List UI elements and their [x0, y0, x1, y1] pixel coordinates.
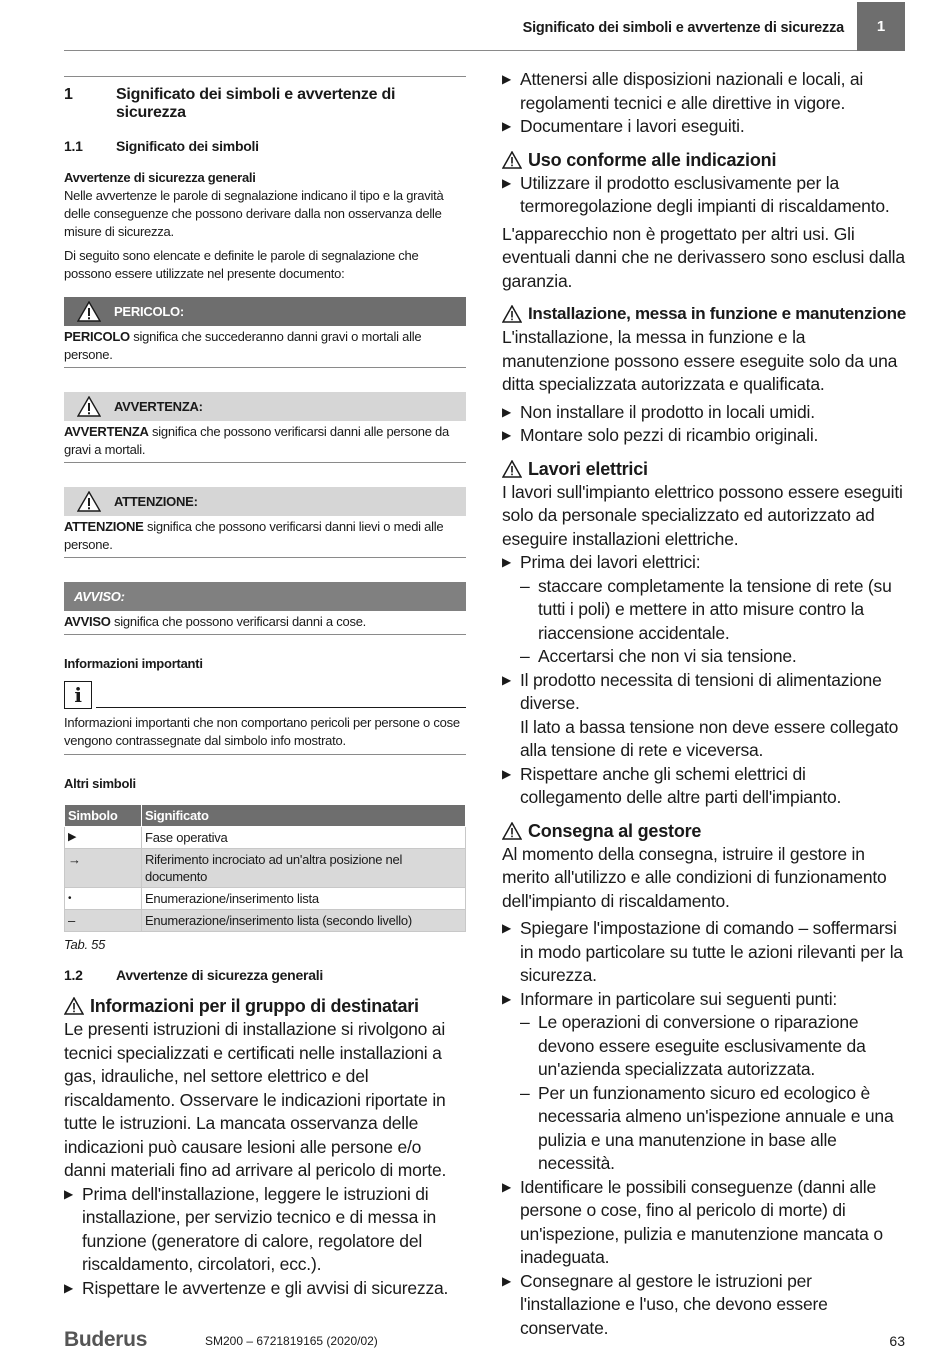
bullet-icon: ▶	[502, 766, 512, 781]
table-cell-meaning: Fase operativa	[142, 827, 466, 849]
list-item-text: Documentare i lavori eseguiti.	[520, 116, 745, 136]
list-item-text-part: Il prodotto necessita di tensioni di alimentazione diverse.	[520, 669, 882, 713]
sub-list-item	[520, 575, 906, 646]
warning-triangle-icon	[68, 301, 110, 322]
list-item-text: Spiegare l'impostazione di comando – soffermarsi in modo particolare su tutte le azioni rilevanti per la sicurezza.	[520, 918, 903, 985]
danger-text: significa che succederanno danni gravi o mortali alle persone.	[64, 329, 422, 362]
divider	[64, 754, 466, 755]
list-item-text: Prima dei lavori elettrici:	[520, 552, 701, 572]
dash-icon: –	[520, 1082, 530, 1103]
list-item	[502, 1176, 906, 1270]
heading-text: Lavori elettrici	[528, 458, 648, 479]
bullet-icon: ▶	[64, 1186, 74, 1201]
list-item-text: Identificare le possibili conseguenze (danni alle persone o cose, fino al pericolo di morte) di un'ispezione, pulizia e manutenzione mancata o inadeguata.	[520, 1176, 883, 1267]
warning-triangle-icon	[502, 151, 522, 169]
caution-keyword: ATTENZIONE	[64, 519, 144, 534]
heading-text: Significato dei simboli e avvertenze di sicurezza	[116, 86, 396, 121]
target-paragraph: Le presenti istruzioni di installazione si rivolgono ai tecnici specializzati e certificati nelle installazioni a gas, idrauliche, nel settore elettrico e del riscaldamento. Osservare le indicazioni riportate in tutte le istruzioni. La mancata osservanza delle indicazioni può causare lesioni alle persone e/o danni materiali fino ad arrivare al pericolo di morte.	[64, 1019, 447, 1180]
running-header-title: Significato dei simboli e avvertenze di sicurezza	[522, 20, 844, 36]
section-heading-1-1	[64, 137, 466, 155]
sub-list-item	[520, 1082, 906, 1176]
bullet-icon: ▶	[502, 119, 512, 133]
dash-icon: –	[520, 575, 530, 596]
intended-use-heading	[502, 148, 906, 172]
divider	[64, 367, 466, 368]
warning-text: significa che possono verificarsi danni alle persone da gravi a mortali.	[64, 424, 450, 457]
section-heading-1-2	[64, 966, 466, 984]
list-item	[502, 988, 906, 1012]
table-row	[65, 888, 466, 910]
left-column	[64, 76, 466, 1300]
heading-number: 1	[64, 86, 73, 103]
general-paragraph-1: Nelle avvertenze le parole di segnalazione indicano il tipo e la gravità delle conseguenze che possono derivare dalla non osservanza delle misure di sicurezza.	[64, 188, 444, 239]
bullet-icon: ▶	[502, 404, 512, 419]
list-item-text: Utilizzare il prodotto esclusivamente per la termoregolazione degli impianti di riscaldamento.	[520, 172, 890, 216]
general-warnings-title: Avvertenze di sicurezza generali	[64, 170, 256, 185]
table-cell-meaning: Riferimento incrociato ad un'altra posizione nel documento	[142, 849, 466, 888]
page-number: 63	[889, 1333, 905, 1349]
bullet-icon: ▶	[502, 175, 512, 190]
intended-use-paragraph: L'apparecchio non è progettato per altri usi. Gli eventuali danni che ne derivassero sono esclusi dalla garanzia.	[502, 223, 905, 291]
electrical-paragraph: I lavori sull'impianto elettrico possono essere eseguiti solo da personale specializzato ed autorizzato ad eseguire installazioni elettriche.	[502, 481, 903, 549]
notice-bar: AVVISO:	[64, 582, 466, 611]
sub-list-item	[520, 1011, 906, 1082]
list-item-text: Per un funzionamento sicuro ed ecologico è necessaria almeno un'ispezione annuale e una pulizia e una manutenzione in base alle necessità.	[538, 1082, 894, 1173]
caution-bar	[64, 487, 466, 516]
heading-text: Avvertenze di sicurezza generali	[116, 967, 324, 983]
list-item	[502, 669, 906, 763]
sub-list-item	[520, 645, 906, 669]
list-item-text: Montare solo pezzi di ricambio originali.	[520, 425, 819, 445]
danger-label: PERICOLO:	[114, 303, 184, 319]
table-header-row	[65, 805, 466, 827]
symbols-table	[64, 804, 466, 932]
divider	[64, 634, 466, 635]
list-item	[502, 401, 906, 425]
bullet-icon: ▶	[502, 555, 512, 569]
warning-keyword: AVVERTENZA	[64, 424, 149, 439]
installation-heading	[502, 302, 906, 326]
bullet-icon: ▶	[502, 1179, 512, 1194]
table-row	[65, 827, 466, 849]
warning-triangle-icon	[68, 491, 110, 512]
dash-icon: –	[520, 1012, 530, 1032]
table-caption: Tab. 55	[64, 937, 106, 952]
list-item	[502, 1270, 906, 1341]
target-group-heading	[64, 994, 466, 1018]
table-cell-symbol: →	[65, 849, 142, 888]
warning-label: AVVERTENZA:	[114, 398, 203, 414]
list-item-text: Attenersi alle disposizioni nazionali e locali, ai regolamenti tecnici e alle direttive in vigore.	[520, 69, 864, 113]
list-item-text: Le operazioni di conversione o riparazione devono essere eseguite esclusivamente da un'azienda specializzata autorizzata.	[538, 1012, 866, 1079]
warning-triangle-icon	[68, 396, 110, 417]
heading-text: Consegna al gestore	[528, 820, 702, 841]
table-cell-meaning: Enumerazione/inserimento lista	[142, 888, 466, 910]
handover-paragraph: Al momento della consegna, istruire il gestore in merito all'utilizzo e alle condizioni di funzionamento dell'impianto di riscaldamento.	[502, 843, 887, 911]
heading-number: 1.1	[64, 138, 83, 154]
table-cell-meaning: Enumerazione/inserimento lista (secondo livello)	[142, 910, 466, 932]
heading-text: Significato dei simboli	[116, 138, 259, 154]
table-row	[65, 910, 466, 932]
general-paragraph-2: Di seguito sono elencate e definite le parole di segnalazione che possono essere utilizzate nel presente documento:	[64, 248, 419, 281]
table-header: Simbolo	[65, 805, 142, 827]
list-item	[502, 917, 906, 988]
list-item-text: Non installare il prodotto in locali umidi.	[520, 401, 815, 422]
list-item	[502, 68, 906, 115]
warning-bar	[64, 392, 466, 421]
heading-text: Informazioni per il gruppo di destinatari	[90, 996, 419, 1016]
list-item-text: Consegnare al gestore le istruzioni per l'installazione e l'uso, che devono essere conservate.	[520, 1270, 828, 1338]
section-heading-1	[64, 86, 466, 122]
bullet-icon: ▶	[502, 991, 512, 1006]
list-item-text: Informare in particolare sui seguenti punti:	[520, 988, 838, 1009]
bullet-icon: ▶	[502, 672, 512, 687]
bullet-icon: ▶	[502, 1273, 512, 1288]
dash-icon: –	[520, 646, 530, 666]
danger-bar	[64, 297, 466, 326]
list-item	[502, 763, 906, 810]
caution-text: significa che possono verificarsi danni lievi o medi alle persone.	[64, 519, 444, 552]
list-item	[64, 1183, 466, 1277]
heading-number: 1.2	[64, 967, 83, 983]
warning-triangle-icon	[64, 997, 84, 1015]
bullet-icon: ▶	[64, 1280, 74, 1295]
section-rule	[64, 76, 466, 77]
bullet-icon: ▶	[502, 72, 512, 86]
notice-text: significa che possono verificarsi danni a cose.	[110, 614, 367, 629]
handover-heading	[502, 819, 906, 843]
list-item-text: staccare completamente la tensione di rete (su tutti i poli) e mettere in atto misure contro la riaccensione accidentale.	[538, 575, 892, 643]
danger-keyword: PERICOLO	[64, 329, 130, 344]
table-cell-symbol: •	[65, 888, 142, 910]
list-item-text: Rispettare anche gli schemi elettrici di collegamento delle altre parti dell'impianto.	[520, 763, 842, 807]
document-reference: SM200 – 6721819165 (2020/02)	[205, 1334, 378, 1348]
list-item-text	[520, 669, 906, 763]
list-item	[64, 1277, 466, 1301]
info-symbol-row	[64, 681, 466, 709]
list-item-text-part: Il lato a bassa tensione non deve essere collegato alla tensione di rete e viceversa.	[520, 716, 899, 760]
heading-text: Uso conforme alle indicazioni	[528, 149, 777, 170]
bullet-icon: ▶	[502, 428, 512, 442]
chapter-number-tab: 1	[857, 2, 905, 51]
warning-triangle-icon	[502, 460, 522, 478]
list-item-text: Accertarsi che non vi sia tensione.	[538, 646, 797, 666]
header-rule	[64, 50, 857, 51]
electrical-work-heading	[502, 457, 906, 481]
table-header: Significato	[142, 805, 466, 827]
info-title: Informazioni importanti	[64, 656, 203, 671]
list-item	[502, 115, 906, 139]
list-item	[502, 551, 906, 575]
list-item	[502, 424, 906, 448]
divider	[64, 462, 466, 463]
right-column	[502, 68, 906, 1340]
heading-text: Installazione, messa in funzione e manutenzione	[528, 304, 906, 323]
info-text: Informazioni importanti che non comportano pericoli per persone o cose vengono contrassegnate dal simbolo info mostrato.	[64, 715, 460, 748]
warning-triangle-icon	[502, 822, 522, 840]
list-item	[502, 172, 906, 219]
info-rule	[96, 707, 466, 708]
list-item-text: Prima dell'installazione, leggere le istruzioni di installazione, per servizio tecnico e di messa in funzione (generatore di calore, regolatore del riscaldamento, circolatori, ecc.).	[82, 1183, 436, 1274]
buderus-logo: Buderus	[64, 1328, 148, 1351]
info-icon: i	[64, 681, 92, 709]
table-row	[65, 849, 466, 888]
table-cell-symbol: ▶	[65, 827, 142, 849]
other-symbols-title: Altri simboli	[64, 776, 136, 791]
notice-keyword: AVVISO	[64, 614, 111, 629]
list-item-text: Rispettare le avvertenze e gli avvisi di sicurezza.	[82, 1277, 449, 1298]
warning-triangle-icon	[502, 305, 522, 323]
divider	[64, 557, 466, 558]
table-cell-symbol: –	[65, 910, 142, 932]
installation-paragraph: L'installazione, la messa in funzione e la manutenzione possono essere eseguite solo da una ditta specializzata autorizzata e qualificata.	[502, 327, 898, 394]
caution-label: ATTENZIONE:	[114, 493, 198, 509]
bullet-icon: ▶	[502, 921, 512, 935]
